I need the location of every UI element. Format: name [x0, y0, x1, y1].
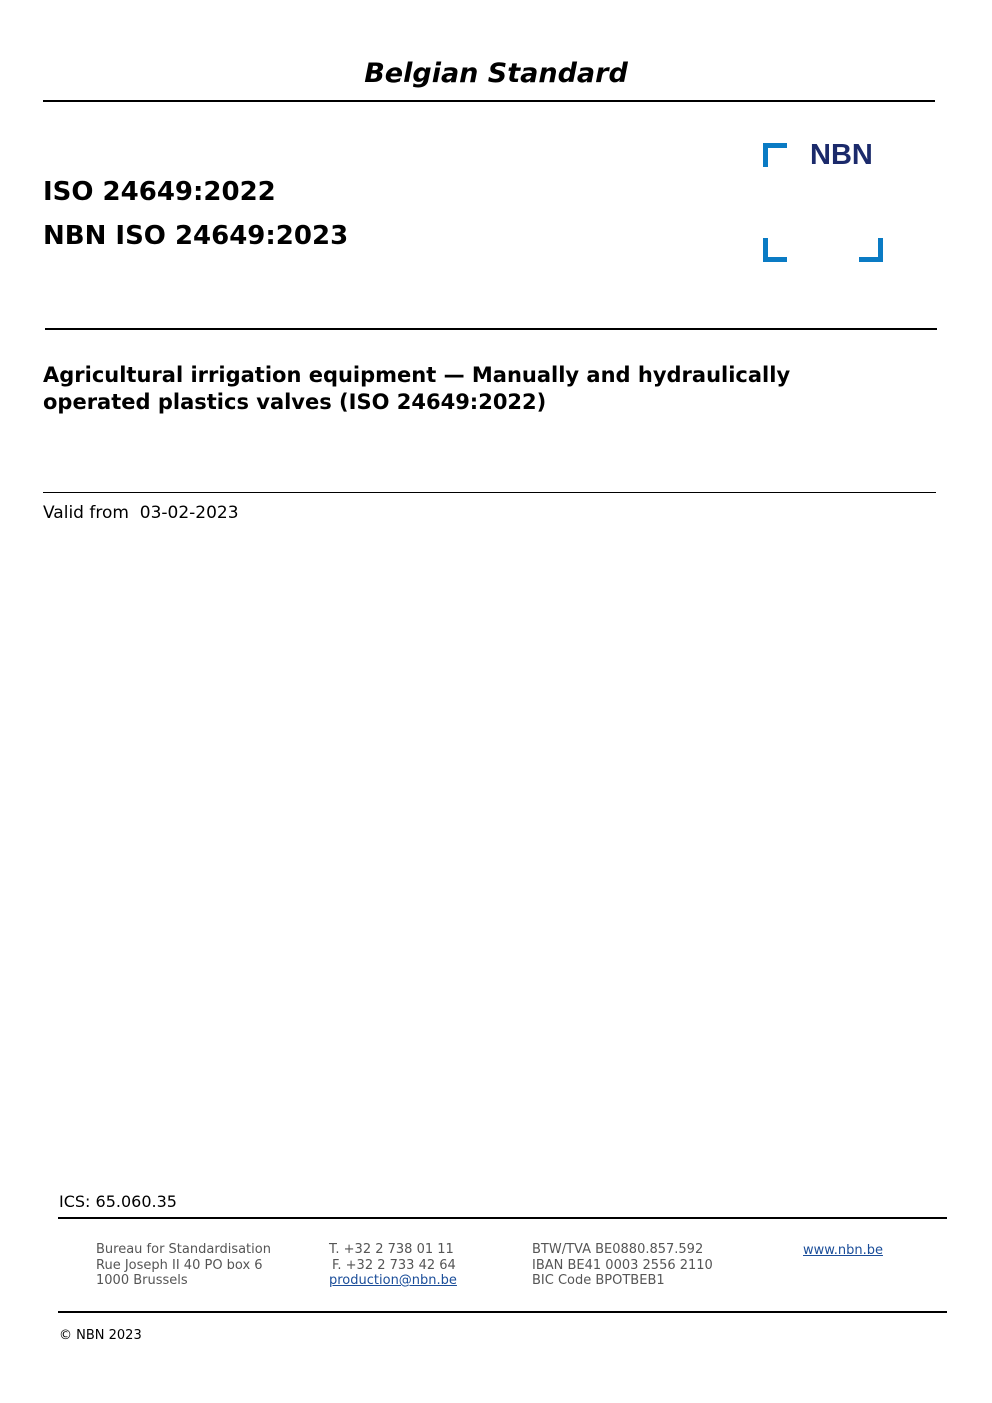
logo-bracket-bottom-right [859, 238, 883, 262]
title-divider-top [45, 328, 937, 330]
footer-address-line: Rue Joseph II 40 PO box 6 [96, 1257, 263, 1273]
nbn-logo [760, 140, 888, 266]
document-title [43, 362, 923, 416]
footer-address [96, 1242, 271, 1289]
footer-divider-bottom [58, 1311, 947, 1313]
footer-vat: BTW/TVA BE0880.857.592 [532, 1242, 704, 1257]
validity-date: 03-02-2023 [139, 503, 239, 523]
footer-address-line: 1000 Brussels [96, 1273, 188, 1288]
footer-phone: T. +32 2 738 01 11 [329, 1242, 454, 1257]
validity [43, 502, 239, 524]
footer-bic: BIC Code BPOTBEB1 [532, 1273, 665, 1288]
footer-address-line: Bureau for Standardisation [96, 1242, 271, 1257]
iso-standard-number: ISO 24649:2022 [43, 177, 276, 207]
header-title: Belgian Standard [364, 58, 628, 89]
logo-bracket-bottom-left [763, 238, 787, 262]
ics-code: ICS: 65.060.35 [59, 1192, 177, 1211]
header-divider [43, 100, 935, 102]
logo-bracket-top-left [763, 143, 787, 167]
footer-banking [532, 1242, 713, 1289]
nbn-standard-number: NBN ISO 24649:2023 [43, 221, 349, 251]
document-title-line-2: operated plastics valves (ISO 24649:2022) [43, 390, 547, 414]
copyright: © NBN 2023 [59, 1328, 142, 1343]
footer-fax: F. +32 2 733 42 64 [332, 1257, 456, 1273]
footer-divider-top [58, 1217, 947, 1219]
validity-divider [43, 492, 936, 493]
validity-label: Valid from [43, 503, 129, 523]
footer-website [803, 1243, 883, 1259]
footer-website-link[interactable]: www.nbn.be [803, 1243, 883, 1258]
logo-wordmark: NBN [810, 140, 873, 171]
document-title-line-1: Agricultural irrigation equipment — Manually and hydraulically [43, 363, 791, 387]
footer-email-link[interactable]: production@nbn.be [329, 1273, 457, 1288]
footer-contact [329, 1242, 457, 1289]
footer-iban: IBAN BE41 0003 2556 2110 [532, 1257, 713, 1273]
